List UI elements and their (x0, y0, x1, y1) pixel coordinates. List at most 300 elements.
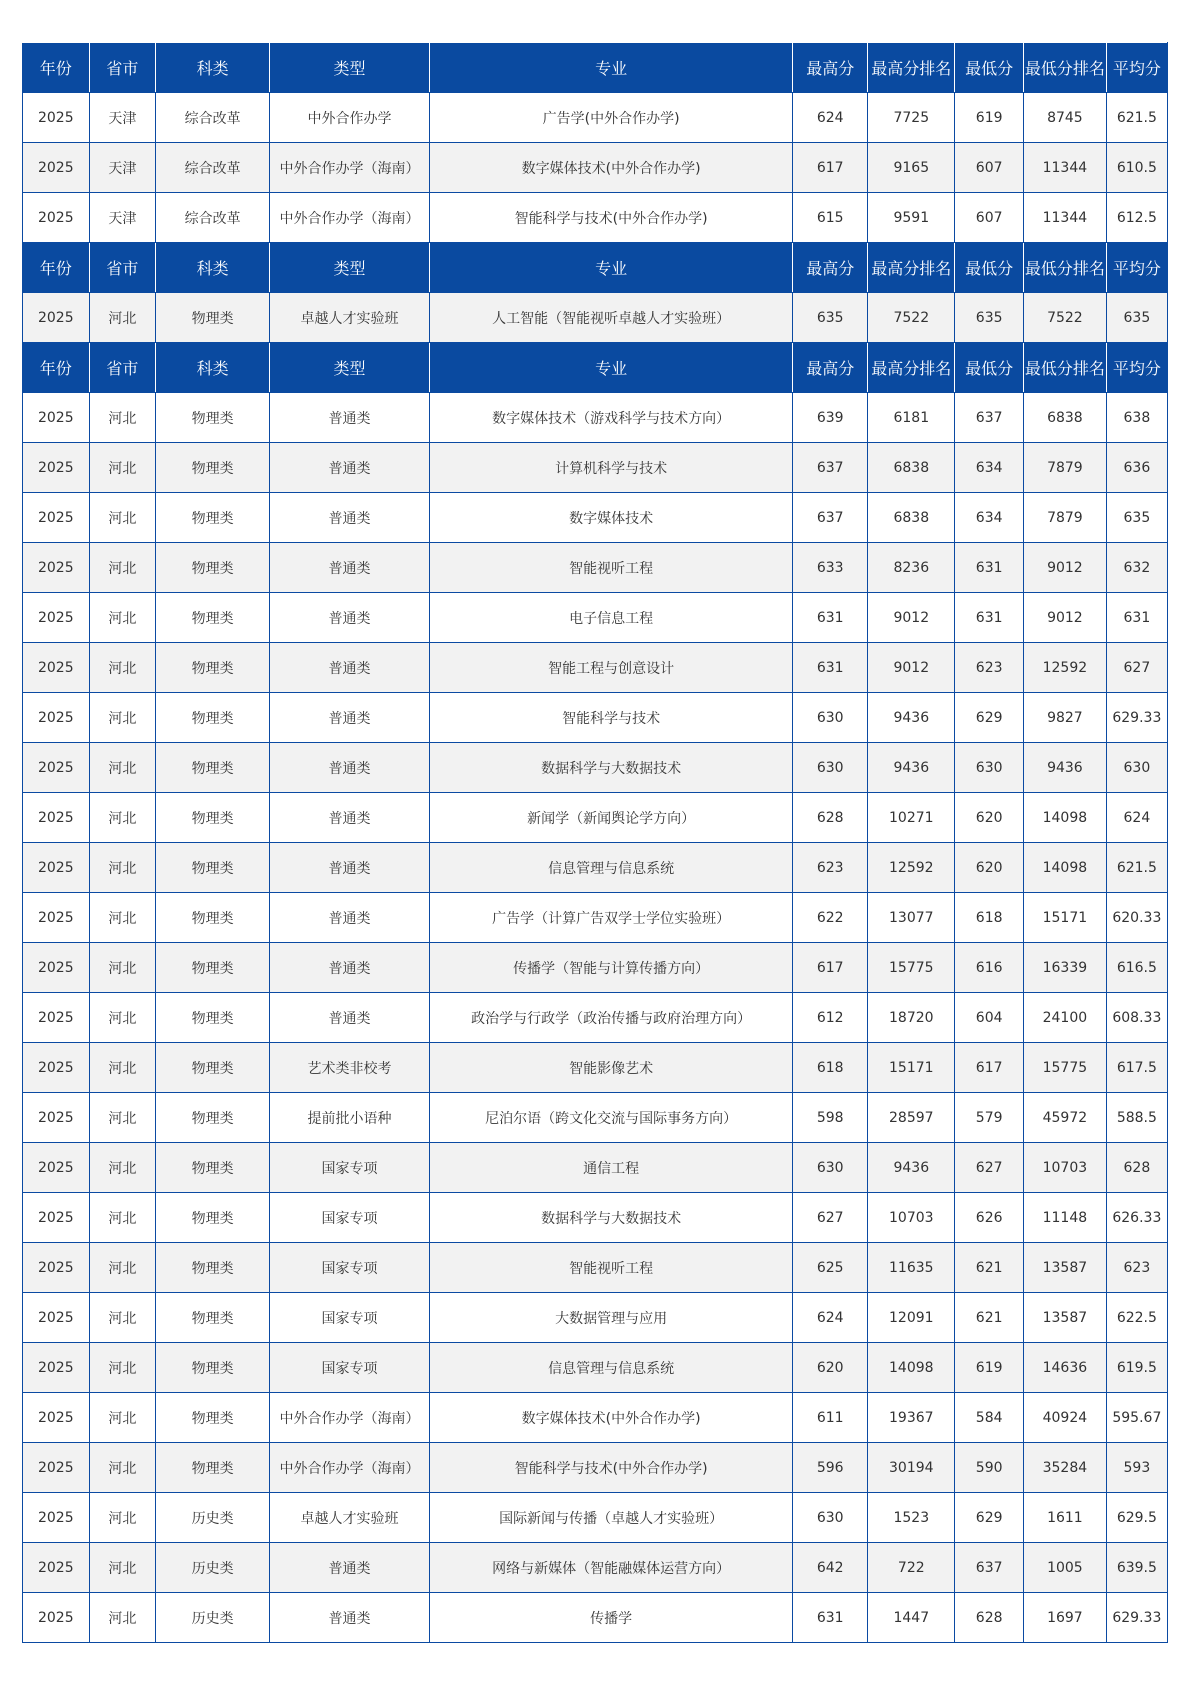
header-max-rank: 最高分排名 (868, 243, 955, 293)
max-rank-cell: 11635 (868, 1243, 955, 1293)
header-major: 专业 (430, 243, 793, 293)
min-rank-cell: 9012 (1024, 593, 1107, 643)
avg-score-cell: 626.33 (1106, 1193, 1167, 1243)
min-rank-cell: 15171 (1024, 893, 1107, 943)
table-row (23, 293, 1168, 343)
major-cell: 信息管理与信息系统 (430, 843, 793, 893)
subject-type-cell: 历史类 (156, 1493, 270, 1543)
major-cell: 数字媒体技术 (430, 493, 793, 543)
header-category: 类型 (270, 43, 430, 93)
province-cell: 河北 (89, 593, 156, 643)
subject-type-cell: 历史类 (156, 1593, 270, 1643)
min-rank-cell: 8745 (1024, 93, 1107, 143)
max-rank-cell: 9012 (868, 593, 955, 643)
year-cell: 2025 (23, 693, 90, 743)
table-row (23, 1593, 1168, 1643)
max-score-cell: 620 (793, 1343, 868, 1393)
table-row (23, 943, 1168, 993)
year-cell: 2025 (23, 1093, 90, 1143)
subject-type-cell: 物理类 (156, 1293, 270, 1343)
subject-type-cell: 物理类 (156, 1143, 270, 1193)
subject-type-cell: 物理类 (156, 1043, 270, 1093)
year-cell: 2025 (23, 1293, 90, 1343)
table-row (23, 893, 1168, 943)
header-avg-score: 平均分 (1106, 243, 1167, 293)
max-rank-cell: 14098 (868, 1343, 955, 1393)
avg-score-cell: 595.67 (1106, 1393, 1167, 1443)
table-row (23, 393, 1168, 443)
subject-type-cell: 物理类 (156, 1343, 270, 1393)
avg-score-cell: 631 (1106, 593, 1167, 643)
min-score-cell: 629 (955, 1493, 1024, 1543)
category-cell: 普通类 (270, 1593, 430, 1643)
year-cell: 2025 (23, 293, 90, 343)
min-score-cell: 604 (955, 993, 1024, 1043)
avg-score-cell: 612.5 (1106, 193, 1167, 243)
min-rank-cell: 9436 (1024, 743, 1107, 793)
table-row (23, 593, 1168, 643)
avg-score-cell: 623 (1106, 1243, 1167, 1293)
min-score-cell: 616 (955, 943, 1024, 993)
max-rank-cell: 28597 (868, 1093, 955, 1143)
min-score-cell: 628 (955, 1593, 1024, 1643)
table-row (23, 1393, 1168, 1443)
table-row (23, 743, 1168, 793)
subject-type-cell: 物理类 (156, 443, 270, 493)
category-cell: 中外合作办学（海南） (270, 1443, 430, 1493)
avg-score-cell: 635 (1106, 493, 1167, 543)
subject-type-cell: 物理类 (156, 1093, 270, 1143)
subject-type-cell: 物理类 (156, 1443, 270, 1493)
province-cell: 河北 (89, 1393, 156, 1443)
max-rank-cell: 722 (868, 1543, 955, 1593)
subject-type-cell: 历史类 (156, 1543, 270, 1593)
min-rank-cell: 14098 (1024, 843, 1107, 893)
year-cell: 2025 (23, 843, 90, 893)
table-row (23, 1343, 1168, 1393)
subject-type-cell: 物理类 (156, 393, 270, 443)
major-cell: 数字媒体技术(中外合作办学) (430, 1393, 793, 1443)
subject-type-cell: 综合改革 (156, 193, 270, 243)
province-cell: 河北 (89, 1043, 156, 1093)
max-score-cell: 628 (793, 793, 868, 843)
table-row (23, 1543, 1168, 1593)
province-cell: 河北 (89, 943, 156, 993)
max-rank-cell: 1447 (868, 1593, 955, 1643)
category-cell: 普通类 (270, 693, 430, 743)
major-cell: 智能科学与技术(中外合作办学) (430, 193, 793, 243)
min-score-cell: 590 (955, 1443, 1024, 1493)
max-rank-cell: 15171 (868, 1043, 955, 1093)
province-cell: 河北 (89, 393, 156, 443)
major-cell: 尼泊尔语（跨文化交流与国际事务方向） (430, 1093, 793, 1143)
subject-type-cell: 物理类 (156, 1193, 270, 1243)
category-cell: 普通类 (270, 393, 430, 443)
header-avg-score: 平均分 (1106, 343, 1167, 393)
min-rank-cell: 14636 (1024, 1343, 1107, 1393)
min-score-cell: 619 (955, 93, 1024, 143)
year-cell: 2025 (23, 1193, 90, 1243)
province-cell: 河北 (89, 293, 156, 343)
subject-type-cell: 物理类 (156, 1243, 270, 1293)
min-rank-cell: 11148 (1024, 1193, 1107, 1243)
major-cell: 智能科学与技术(中外合作办学) (430, 1443, 793, 1493)
header-min-score: 最低分 (955, 43, 1024, 93)
max-rank-cell: 13077 (868, 893, 955, 943)
category-cell: 提前批小语种 (270, 1093, 430, 1143)
province-cell: 天津 (89, 193, 156, 243)
min-rank-cell: 11344 (1024, 143, 1107, 193)
table-body (23, 43, 1168, 1643)
max-rank-cell: 30194 (868, 1443, 955, 1493)
category-cell: 艺术类非校考 (270, 1043, 430, 1093)
header-max-rank: 最高分排名 (868, 343, 955, 393)
header-province: 省市 (89, 343, 156, 393)
min-score-cell: 621 (955, 1293, 1024, 1343)
max-rank-cell: 10271 (868, 793, 955, 843)
header-avg-score: 平均分 (1106, 43, 1167, 93)
table-row (23, 93, 1168, 143)
header-max-score: 最高分 (793, 43, 868, 93)
province-cell: 河北 (89, 693, 156, 743)
min-score-cell: 623 (955, 643, 1024, 693)
table-row (23, 1493, 1168, 1543)
max-rank-cell: 1523 (868, 1493, 955, 1543)
province-cell: 河北 (89, 1143, 156, 1193)
table-header-row (23, 43, 1168, 93)
category-cell: 普通类 (270, 843, 430, 893)
max-score-cell: 617 (793, 943, 868, 993)
category-cell: 中外合作办学（海南） (270, 193, 430, 243)
max-score-cell: 630 (793, 1493, 868, 1543)
year-cell: 2025 (23, 643, 90, 693)
max-rank-cell: 9436 (868, 693, 955, 743)
major-cell: 智能视听工程 (430, 543, 793, 593)
min-rank-cell: 45972 (1024, 1093, 1107, 1143)
category-cell: 普通类 (270, 993, 430, 1043)
subject-type-cell: 综合改革 (156, 143, 270, 193)
major-cell: 政治学与行政学（政治传播与政府治理方向） (430, 993, 793, 1043)
max-rank-cell: 9165 (868, 143, 955, 193)
province-cell: 河北 (89, 1243, 156, 1293)
max-score-cell: 618 (793, 1043, 868, 1093)
header-subject-type: 科类 (156, 43, 270, 93)
major-cell: 人工智能（智能视听卓越人才实验班） (430, 293, 793, 343)
province-cell: 河北 (89, 1443, 156, 1493)
province-cell: 河北 (89, 493, 156, 543)
category-cell: 普通类 (270, 943, 430, 993)
min-rank-cell: 16339 (1024, 943, 1107, 993)
header-subject-type: 科类 (156, 343, 270, 393)
province-cell: 河北 (89, 843, 156, 893)
header-province: 省市 (89, 243, 156, 293)
avg-score-cell: 632 (1106, 543, 1167, 593)
max-score-cell: 615 (793, 193, 868, 243)
major-cell: 智能视听工程 (430, 1243, 793, 1293)
subject-type-cell: 物理类 (156, 543, 270, 593)
province-cell: 河北 (89, 743, 156, 793)
province-cell: 河北 (89, 443, 156, 493)
max-rank-cell: 12592 (868, 843, 955, 893)
category-cell: 普通类 (270, 543, 430, 593)
max-score-cell: 630 (793, 743, 868, 793)
category-cell: 中外合作办学 (270, 93, 430, 143)
category-cell: 普通类 (270, 743, 430, 793)
category-cell: 卓越人才实验班 (270, 293, 430, 343)
year-cell: 2025 (23, 543, 90, 593)
header-year: 年份 (23, 343, 90, 393)
table-row (23, 1443, 1168, 1493)
header-min-rank: 最低分排名 (1024, 43, 1107, 93)
max-rank-cell: 7522 (868, 293, 955, 343)
avg-score-cell: 610.5 (1106, 143, 1167, 193)
province-cell: 河北 (89, 1193, 156, 1243)
category-cell: 普通类 (270, 443, 430, 493)
category-cell: 国家专项 (270, 1193, 430, 1243)
max-rank-cell: 18720 (868, 993, 955, 1043)
avg-score-cell: 629.33 (1106, 693, 1167, 743)
year-cell: 2025 (23, 493, 90, 543)
avg-score-cell: 622.5 (1106, 1293, 1167, 1343)
avg-score-cell: 639.5 (1106, 1543, 1167, 1593)
province-cell: 河北 (89, 993, 156, 1043)
max-rank-cell: 8236 (868, 543, 955, 593)
year-cell: 2025 (23, 1443, 90, 1493)
category-cell: 国家专项 (270, 1143, 430, 1193)
max-score-cell: 611 (793, 1393, 868, 1443)
province-cell: 河北 (89, 1293, 156, 1343)
subject-type-cell: 物理类 (156, 293, 270, 343)
table-row (23, 793, 1168, 843)
table-header-row (23, 343, 1168, 393)
avg-score-cell: 636 (1106, 443, 1167, 493)
major-cell: 智能工程与创意设计 (430, 643, 793, 693)
table-row (23, 143, 1168, 193)
year-cell: 2025 (23, 1143, 90, 1193)
year-cell: 2025 (23, 793, 90, 843)
year-cell: 2025 (23, 1493, 90, 1543)
max-score-cell: 627 (793, 1193, 868, 1243)
category-cell: 国家专项 (270, 1243, 430, 1293)
year-cell: 2025 (23, 1043, 90, 1093)
table-row (23, 193, 1168, 243)
max-score-cell: 639 (793, 393, 868, 443)
max-score-cell: 631 (793, 643, 868, 693)
max-score-cell: 631 (793, 1593, 868, 1643)
max-score-cell: 642 (793, 1543, 868, 1593)
max-score-cell: 617 (793, 143, 868, 193)
year-cell: 2025 (23, 743, 90, 793)
province-cell: 河北 (89, 1093, 156, 1143)
major-cell: 数据科学与大数据技术 (430, 743, 793, 793)
subject-type-cell: 物理类 (156, 943, 270, 993)
province-cell: 天津 (89, 93, 156, 143)
avg-score-cell: 593 (1106, 1443, 1167, 1493)
province-cell: 河北 (89, 793, 156, 843)
header-year: 年份 (23, 243, 90, 293)
year-cell: 2025 (23, 143, 90, 193)
major-cell: 电子信息工程 (430, 593, 793, 643)
category-cell: 普通类 (270, 593, 430, 643)
max-score-cell: 612 (793, 993, 868, 1043)
min-score-cell: 634 (955, 493, 1024, 543)
max-rank-cell: 9012 (868, 643, 955, 693)
min-rank-cell: 14098 (1024, 793, 1107, 843)
subject-type-cell: 物理类 (156, 793, 270, 843)
avg-score-cell: 608.33 (1106, 993, 1167, 1043)
category-cell: 普通类 (270, 493, 430, 543)
major-cell: 数字媒体技术（游戏科学与技术方向） (430, 393, 793, 443)
table-row (23, 1143, 1168, 1193)
min-rank-cell: 9012 (1024, 543, 1107, 593)
max-score-cell: 624 (793, 93, 868, 143)
major-cell: 智能科学与技术 (430, 693, 793, 743)
header-province: 省市 (89, 43, 156, 93)
max-score-cell: 622 (793, 893, 868, 943)
table-row (23, 543, 1168, 593)
min-score-cell: 620 (955, 793, 1024, 843)
year-cell: 2025 (23, 193, 90, 243)
max-rank-cell: 6181 (868, 393, 955, 443)
header-category: 类型 (270, 343, 430, 393)
header-min-rank: 最低分排名 (1024, 243, 1107, 293)
min-score-cell: 630 (955, 743, 1024, 793)
table-row (23, 1243, 1168, 1293)
min-score-cell: 629 (955, 693, 1024, 743)
subject-type-cell: 物理类 (156, 593, 270, 643)
subject-type-cell: 物理类 (156, 643, 270, 693)
min-rank-cell: 35284 (1024, 1443, 1107, 1493)
avg-score-cell: 621.5 (1106, 93, 1167, 143)
max-rank-cell: 9591 (868, 193, 955, 243)
subject-type-cell: 物理类 (156, 893, 270, 943)
category-cell: 中外合作办学（海南） (270, 1393, 430, 1443)
min-score-cell: 579 (955, 1093, 1024, 1143)
category-cell: 普通类 (270, 1543, 430, 1593)
max-rank-cell: 7725 (868, 93, 955, 143)
max-score-cell: 596 (793, 1443, 868, 1493)
header-max-rank: 最高分排名 (868, 43, 955, 93)
major-cell: 大数据管理与应用 (430, 1293, 793, 1343)
min-rank-cell: 12592 (1024, 643, 1107, 693)
header-subject-type: 科类 (156, 243, 270, 293)
header-category: 类型 (270, 243, 430, 293)
province-cell: 河北 (89, 1593, 156, 1643)
min-rank-cell: 15775 (1024, 1043, 1107, 1093)
max-rank-cell: 12091 (868, 1293, 955, 1343)
min-rank-cell: 40924 (1024, 1393, 1107, 1443)
category-cell: 卓越人才实验班 (270, 1493, 430, 1543)
min-score-cell: 631 (955, 593, 1024, 643)
category-cell: 国家专项 (270, 1343, 430, 1393)
year-cell: 2025 (23, 1393, 90, 1443)
max-score-cell: 633 (793, 543, 868, 593)
max-score-cell: 637 (793, 443, 868, 493)
min-score-cell: 637 (955, 393, 1024, 443)
major-cell: 传播学（智能与计算传播方向） (430, 943, 793, 993)
max-score-cell: 630 (793, 1143, 868, 1193)
min-rank-cell: 11344 (1024, 193, 1107, 243)
subject-type-cell: 综合改革 (156, 93, 270, 143)
table-row (23, 1193, 1168, 1243)
major-cell: 网络与新媒体（智能融媒体运营方向） (430, 1543, 793, 1593)
table-row (23, 1093, 1168, 1143)
min-score-cell: 634 (955, 443, 1024, 493)
min-rank-cell: 6838 (1024, 393, 1107, 443)
avg-score-cell: 619.5 (1106, 1343, 1167, 1393)
year-cell: 2025 (23, 393, 90, 443)
max-score-cell: 631 (793, 593, 868, 643)
avg-score-cell: 624 (1106, 793, 1167, 843)
min-rank-cell: 1697 (1024, 1593, 1107, 1643)
table-row (23, 443, 1168, 493)
major-cell: 新闻学（新闻舆论学方向） (430, 793, 793, 843)
year-cell: 2025 (23, 93, 90, 143)
year-cell: 2025 (23, 1593, 90, 1643)
header-max-score: 最高分 (793, 243, 868, 293)
header-major: 专业 (430, 43, 793, 93)
table-row (23, 1293, 1168, 1343)
year-cell: 2025 (23, 893, 90, 943)
max-rank-cell: 6838 (868, 493, 955, 543)
header-min-rank: 最低分排名 (1024, 343, 1107, 393)
year-cell: 2025 (23, 1343, 90, 1393)
max-score-cell: 625 (793, 1243, 868, 1293)
min-score-cell: 637 (955, 1543, 1024, 1593)
major-cell: 智能影像艺术 (430, 1043, 793, 1093)
year-cell: 2025 (23, 1243, 90, 1293)
header-min-score: 最低分 (955, 343, 1024, 393)
min-score-cell: 607 (955, 143, 1024, 193)
min-score-cell: 617 (955, 1043, 1024, 1093)
subject-type-cell: 物理类 (156, 843, 270, 893)
admission-scores-table (22, 42, 1168, 1643)
category-cell: 普通类 (270, 793, 430, 843)
max-rank-cell: 15775 (868, 943, 955, 993)
category-cell: 中外合作办学（海南） (270, 143, 430, 193)
major-cell: 信息管理与信息系统 (430, 1343, 793, 1393)
avg-score-cell: 588.5 (1106, 1093, 1167, 1143)
min-rank-cell: 13587 (1024, 1243, 1107, 1293)
avg-score-cell: 638 (1106, 393, 1167, 443)
max-score-cell: 630 (793, 693, 868, 743)
year-cell: 2025 (23, 943, 90, 993)
max-score-cell: 623 (793, 843, 868, 893)
avg-score-cell: 635 (1106, 293, 1167, 343)
max-rank-cell: 19367 (868, 1393, 955, 1443)
province-cell: 河北 (89, 893, 156, 943)
max-score-cell: 598 (793, 1093, 868, 1143)
major-cell: 数字媒体技术(中外合作办学) (430, 143, 793, 193)
province-cell: 河北 (89, 1343, 156, 1393)
header-year: 年份 (23, 43, 90, 93)
province-cell: 河北 (89, 643, 156, 693)
min-rank-cell: 9827 (1024, 693, 1107, 743)
avg-score-cell: 630 (1106, 743, 1167, 793)
min-rank-cell: 7879 (1024, 443, 1107, 493)
avg-score-cell: 627 (1106, 643, 1167, 693)
min-rank-cell: 24100 (1024, 993, 1107, 1043)
category-cell: 普通类 (270, 643, 430, 693)
min-score-cell: 620 (955, 843, 1024, 893)
avg-score-cell: 620.33 (1106, 893, 1167, 943)
max-rank-cell: 9436 (868, 743, 955, 793)
avg-score-cell: 629.33 (1106, 1593, 1167, 1643)
table-row (23, 843, 1168, 893)
avg-score-cell: 621.5 (1106, 843, 1167, 893)
major-cell: 传播学 (430, 1593, 793, 1643)
min-score-cell: 584 (955, 1393, 1024, 1443)
